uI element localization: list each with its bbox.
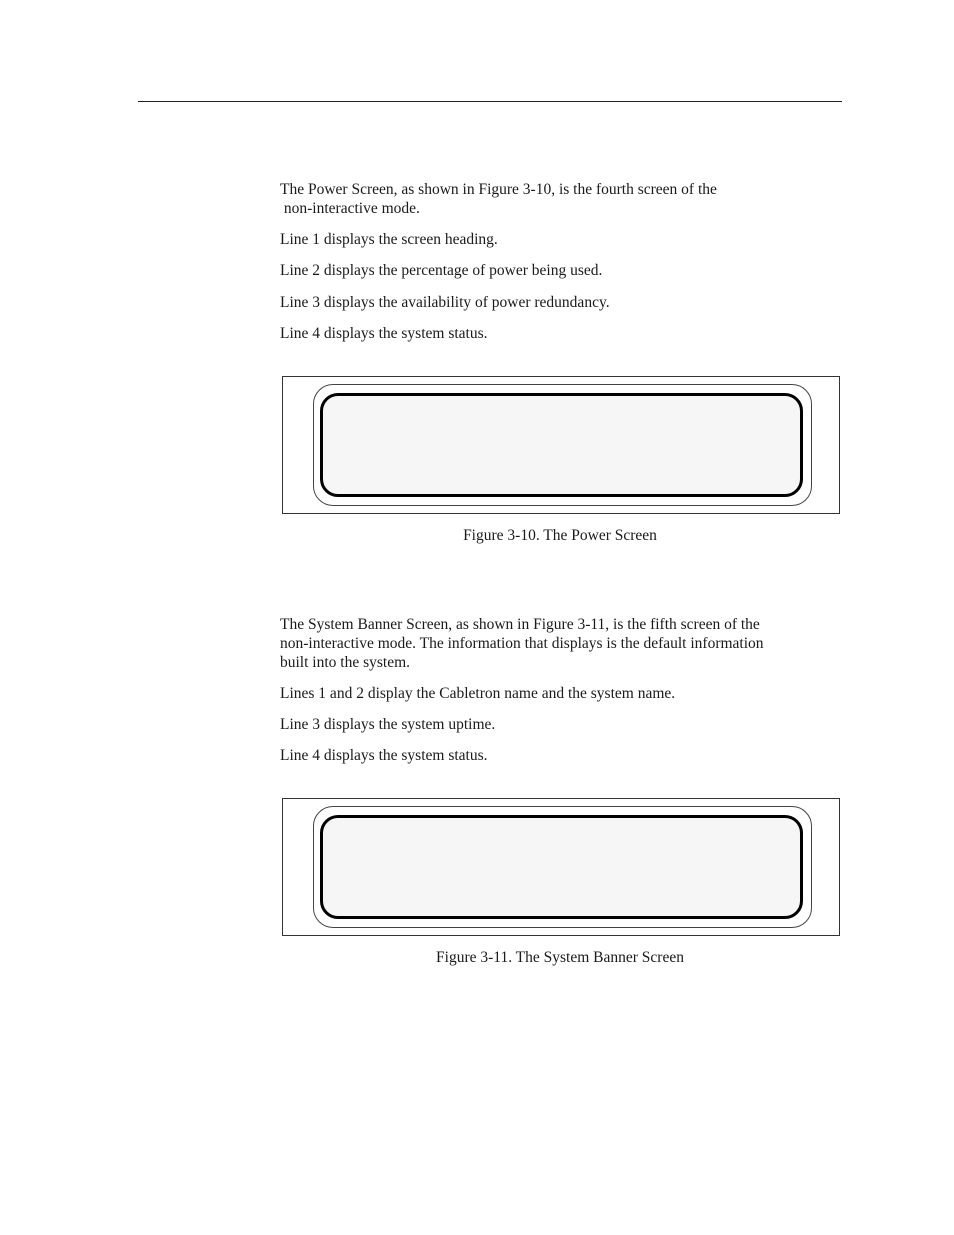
- power-line-3-desc: Line 3 displays the availability of power redundancy.: [280, 294, 610, 311]
- lcd-display: [320, 815, 803, 919]
- power-intro-line-1: The Power Screen, as shown in Figure 3-10, is the fourth screen of the: [280, 181, 717, 198]
- banner-intro-line-1: The System Banner Screen, as shown in Figure 3-11, is the fifth screen of the: [280, 616, 760, 633]
- power-line-4-desc: Line 4 displays the system status.: [280, 325, 488, 342]
- banner-line-4-desc: Line 4 displays the system status.: [280, 747, 488, 764]
- banner-intro-line-3: built into the system.: [280, 654, 411, 671]
- power-figure-caption: Figure 3-10. The Power Screen: [463, 527, 657, 544]
- power-intro-line-2: non-interactive mode.: [280, 200, 420, 217]
- power-screen-figure: [282, 376, 840, 514]
- banner-screen-figure: [282, 798, 840, 936]
- banner-figure-caption: Figure 3-11. The System Banner Screen: [436, 949, 684, 966]
- lcd-bezel: [313, 806, 812, 928]
- power-line-2-desc: Line 2 displays the percentage of power being used.: [280, 262, 603, 279]
- lcd-bezel: [313, 384, 812, 506]
- header-rule: [138, 101, 842, 102]
- banner-line-1-2-desc: Lines 1 and 2 display the Cabletron name and the system name.: [280, 685, 676, 702]
- banner-intro-line-2: non-interactive mode. The information that displays is the default information: [280, 635, 764, 652]
- banner-line-3-desc: Line 3 displays the system uptime.: [280, 716, 496, 733]
- power-line-1-desc: Line 1 displays the screen heading.: [280, 231, 498, 248]
- lcd-display: [320, 393, 803, 497]
